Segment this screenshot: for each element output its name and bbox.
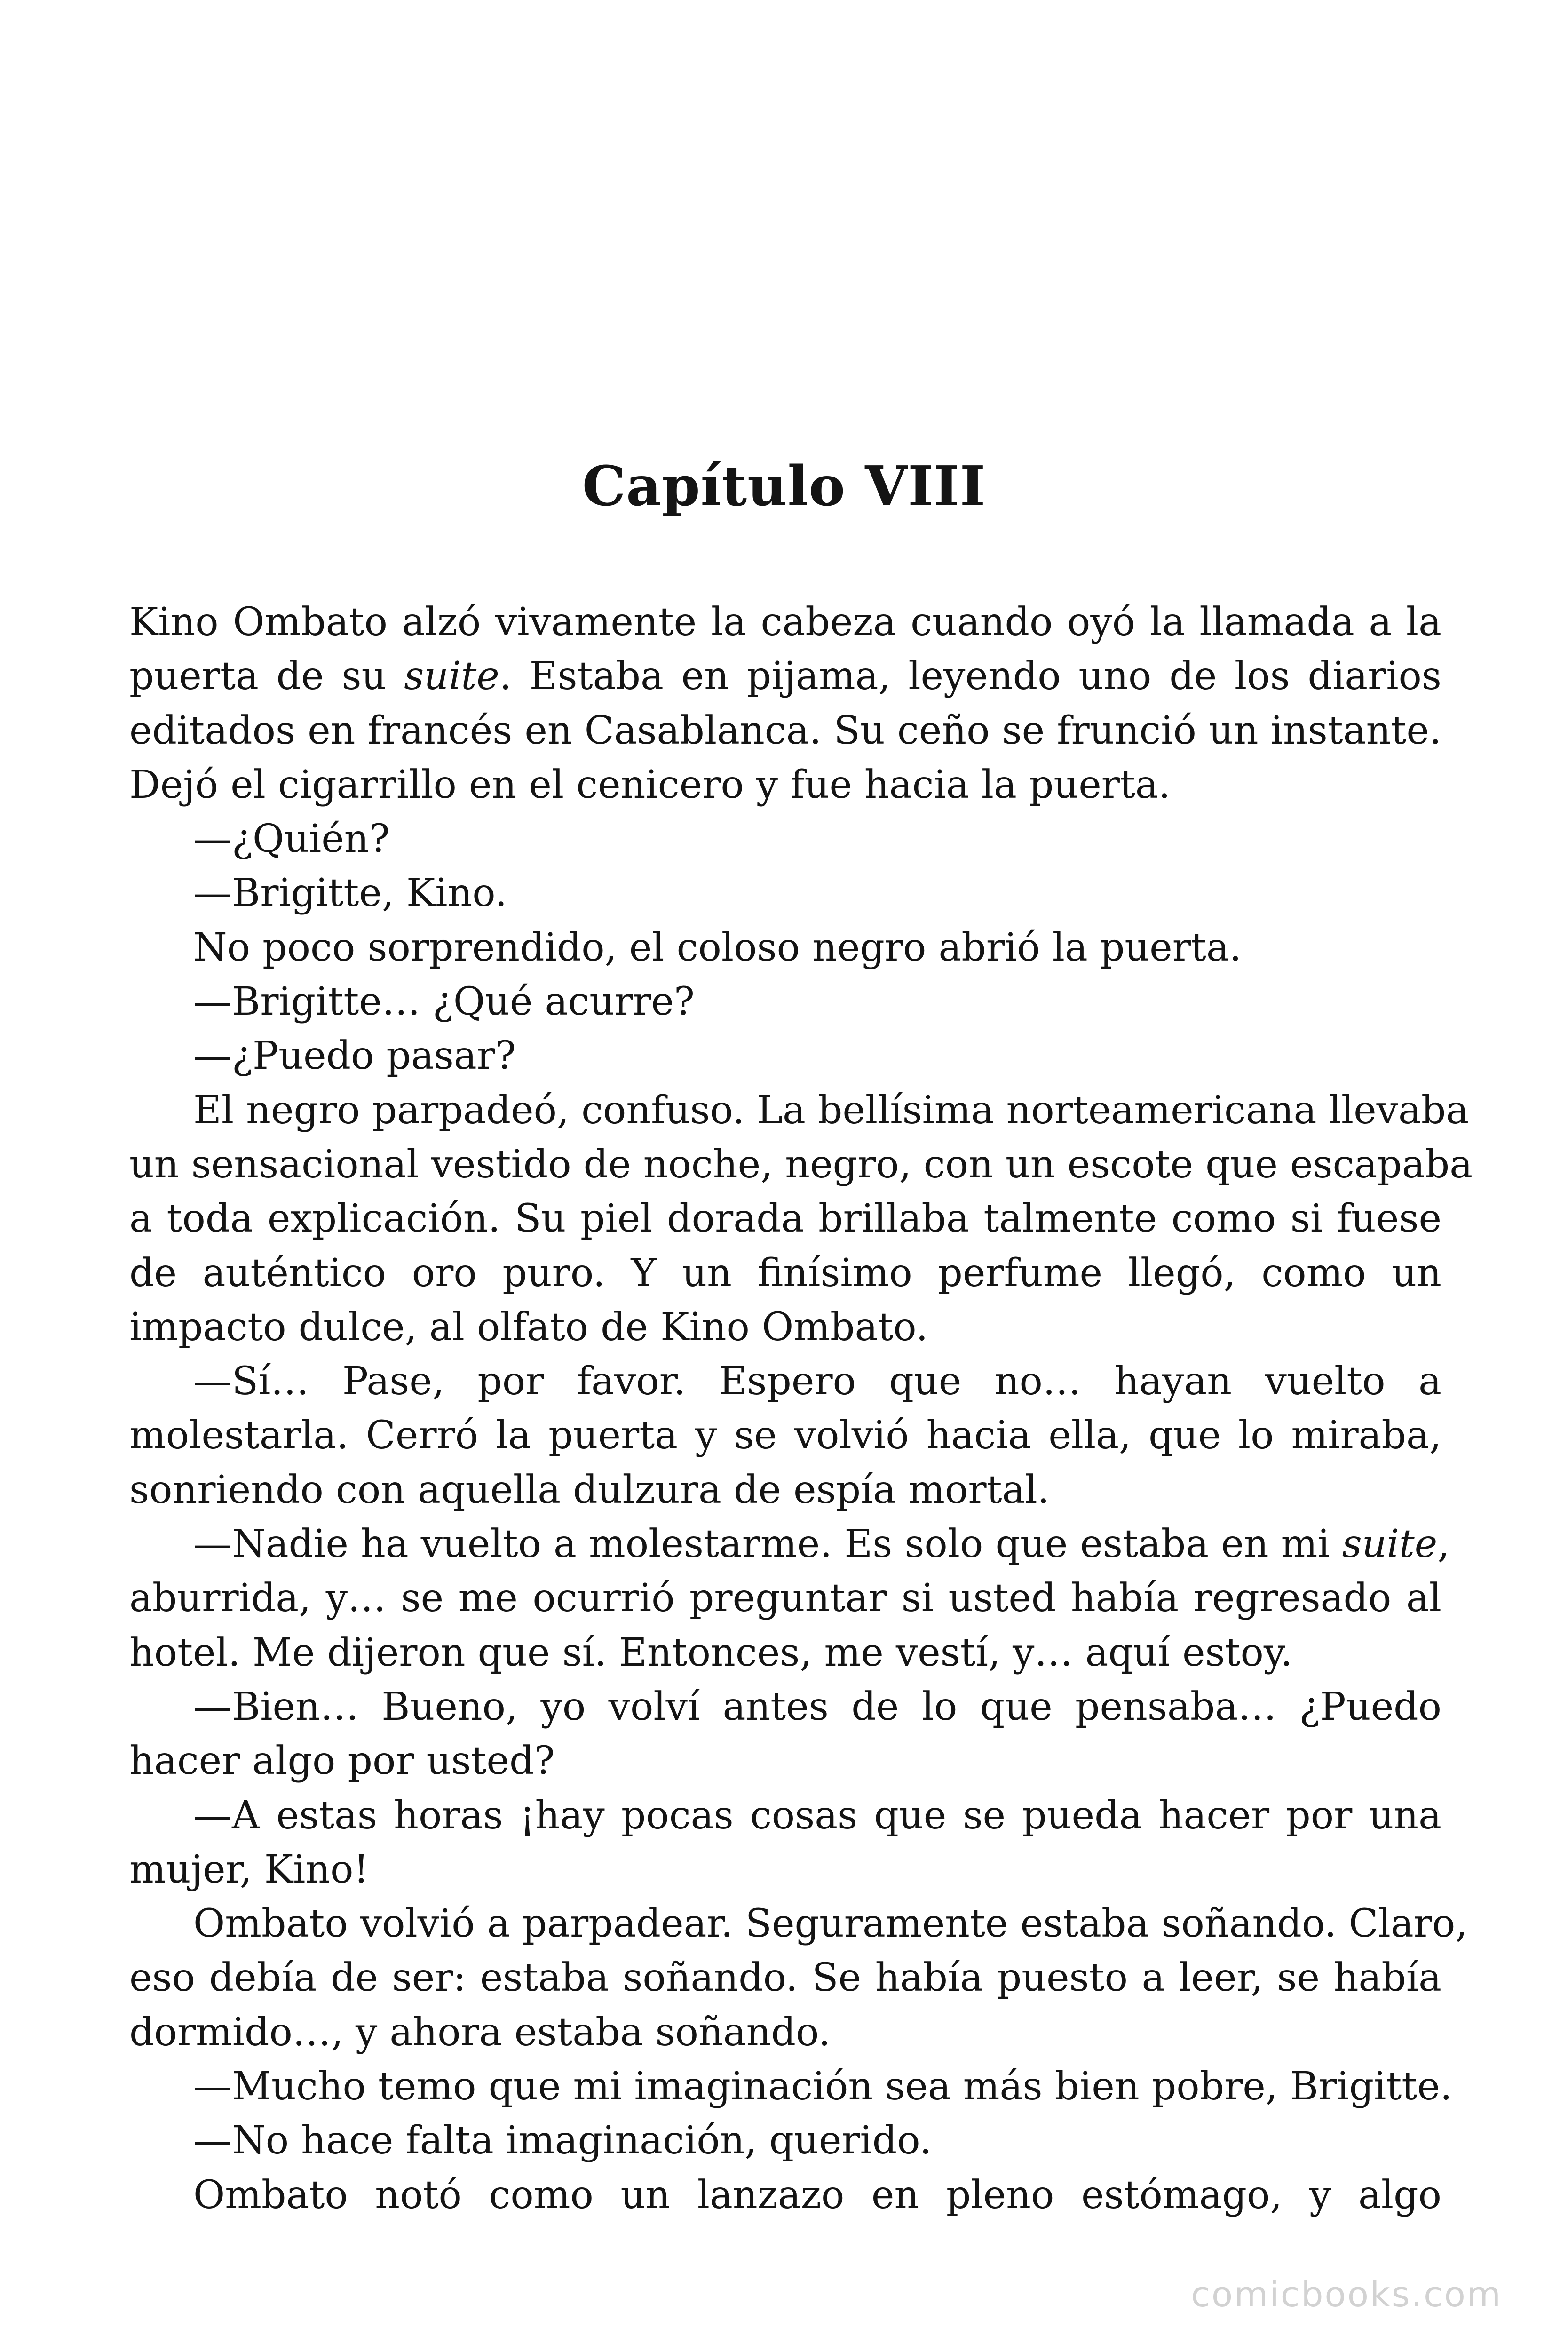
text-run: impacto dulce, al olfato de Kino Ombato. bbox=[129, 1304, 928, 1350]
text-run: El negro parpadeó, confuso. La bellísima norteamericana llevaba bbox=[193, 1088, 1469, 1133]
text-line bbox=[129, 1897, 1468, 1951]
text-line bbox=[129, 2059, 1452, 2114]
paragraph bbox=[129, 1517, 1450, 1680]
text-run: hacer algo por usted? bbox=[129, 1739, 555, 1784]
paragraph bbox=[129, 975, 1441, 1029]
text-line bbox=[129, 1843, 1441, 1897]
text-line bbox=[129, 1083, 1469, 1137]
text-line bbox=[129, 704, 1441, 758]
paragraph bbox=[129, 1680, 1441, 1788]
body-text bbox=[129, 595, 1473, 2222]
text-run: puerta de su bbox=[129, 654, 404, 699]
text-run: —Bien… Bueno, yo volví antes de lo que pensaba… ¿Puedo bbox=[193, 1684, 1441, 1729]
text-line bbox=[129, 1626, 1441, 1680]
text-run: —¿Quién? bbox=[193, 817, 390, 862]
text-line bbox=[129, 1300, 1441, 1354]
text-line bbox=[129, 1029, 1441, 1083]
text-run: aburrida, y… se me ocurrió preguntar si usted había regresado al bbox=[129, 1576, 1441, 1621]
text-line bbox=[129, 595, 1441, 649]
text-run: Ombato notó como un lanzazo en pleno estómago, y algo bbox=[193, 2172, 1441, 2217]
text-run: —A estas horas ¡hay pocas cosas que se pueda hacer por una bbox=[193, 1793, 1441, 1838]
text-run: —Mucho temo que mi imaginación sea más bien pobre, Brigitte. bbox=[193, 2064, 1452, 2109]
text-run: sonriendo con aquella dulzura de espía mortal. bbox=[129, 1467, 1050, 1512]
text-run: hotel. Me dijeron que sí. Entonces, me vestí, y… aquí estoy. bbox=[129, 1630, 1293, 1675]
text-line bbox=[129, 2114, 1441, 2168]
paragraph bbox=[129, 1788, 1441, 1897]
text-line bbox=[129, 975, 1441, 1029]
text-line bbox=[129, 649, 1441, 703]
text-line bbox=[129, 1463, 1441, 1517]
text-run: Kino Ombato alzó vivamente la cabeza cuando oyó la llamada a la bbox=[129, 600, 1441, 644]
paragraph bbox=[129, 866, 1441, 920]
text-run: . Estaba en pijama, leyendo uno de los diarios bbox=[499, 654, 1441, 699]
text-line bbox=[129, 758, 1441, 812]
text-line bbox=[129, 1137, 1473, 1192]
text-line bbox=[129, 1788, 1441, 1843]
text-line bbox=[129, 1680, 1441, 1734]
text-run: un sensacional vestido de noche, negro, con un escote que escapaba bbox=[129, 1142, 1473, 1187]
paragraph bbox=[129, 1029, 1441, 1083]
paragraph bbox=[129, 1083, 1473, 1354]
text-run: mujer, Kino! bbox=[129, 1847, 369, 1892]
paragraph bbox=[129, 812, 1441, 866]
text-line bbox=[129, 2168, 1441, 2222]
text-line bbox=[129, 1517, 1450, 1571]
text-line bbox=[129, 1571, 1441, 1625]
text-run: —Sí… Pase, por favor. Espero que no… hayan vuelto a bbox=[193, 1359, 1441, 1404]
text-line bbox=[129, 812, 1441, 866]
text-line bbox=[129, 1246, 1441, 1300]
text-run: , bbox=[1437, 1522, 1450, 1567]
italic-run: suite bbox=[1342, 1522, 1438, 1567]
text-line bbox=[129, 1192, 1441, 1246]
text-line bbox=[129, 921, 1441, 975]
text-run: —¿Puedo pasar? bbox=[193, 1033, 516, 1079]
text-line bbox=[129, 1408, 1441, 1462]
watermark: comicbooks.com bbox=[1191, 2274, 1502, 2315]
text-run: —Brigitte… ¿Qué acurre? bbox=[193, 979, 695, 1025]
text-run: de auténtico oro puro. Y un finísimo perfume llegó, como un bbox=[129, 1250, 1441, 1295]
text-run: a toda explicación. Su piel dorada brillaba talmente como si fuese bbox=[129, 1196, 1441, 1241]
text-run: Ombato volvió a parpadear. Seguramente estaba soñando. Claro, bbox=[193, 1901, 1468, 1947]
text-run: editados en francés en Casablanca. Su ceño se frunció un instante. bbox=[129, 708, 1441, 753]
italic-run: suite bbox=[404, 654, 499, 699]
text-run: —Brigitte, Kino. bbox=[193, 871, 507, 916]
text-line bbox=[129, 2005, 1441, 2059]
text-run: eso debía de ser: estaba soñando. Se había puesto a leer, se había bbox=[129, 1955, 1441, 2001]
text-line bbox=[129, 866, 1441, 920]
text-run: dormido…, y ahora estaba soñando. bbox=[129, 2010, 831, 2055]
paragraph bbox=[129, 2059, 1452, 2114]
paragraph bbox=[129, 2168, 1441, 2222]
paragraph bbox=[129, 1897, 1468, 2059]
paragraph bbox=[129, 1354, 1441, 1517]
chapter-title: Capítulo VIII bbox=[582, 454, 986, 518]
paragraph bbox=[129, 595, 1441, 812]
text-line bbox=[129, 1951, 1441, 2005]
text-run: molestarla. Cerró la puerta y se volvió hacia ella, que lo miraba, bbox=[129, 1413, 1441, 1458]
text-run: —No hace falta imaginación, querido. bbox=[193, 2118, 932, 2163]
text-line bbox=[129, 1354, 1441, 1408]
text-run: No poco sorprendido, el coloso negro abrió la puerta. bbox=[193, 925, 1242, 970]
paragraph bbox=[129, 921, 1441, 975]
text-run: —Nadie ha vuelto a molestarme. Es solo que estaba en mi bbox=[193, 1522, 1342, 1567]
paragraph bbox=[129, 2114, 1441, 2168]
text-line bbox=[129, 1734, 1441, 1788]
text-run: Dejó el cigarrillo en el cenicero y fue hacia la puerta. bbox=[129, 762, 1171, 807]
